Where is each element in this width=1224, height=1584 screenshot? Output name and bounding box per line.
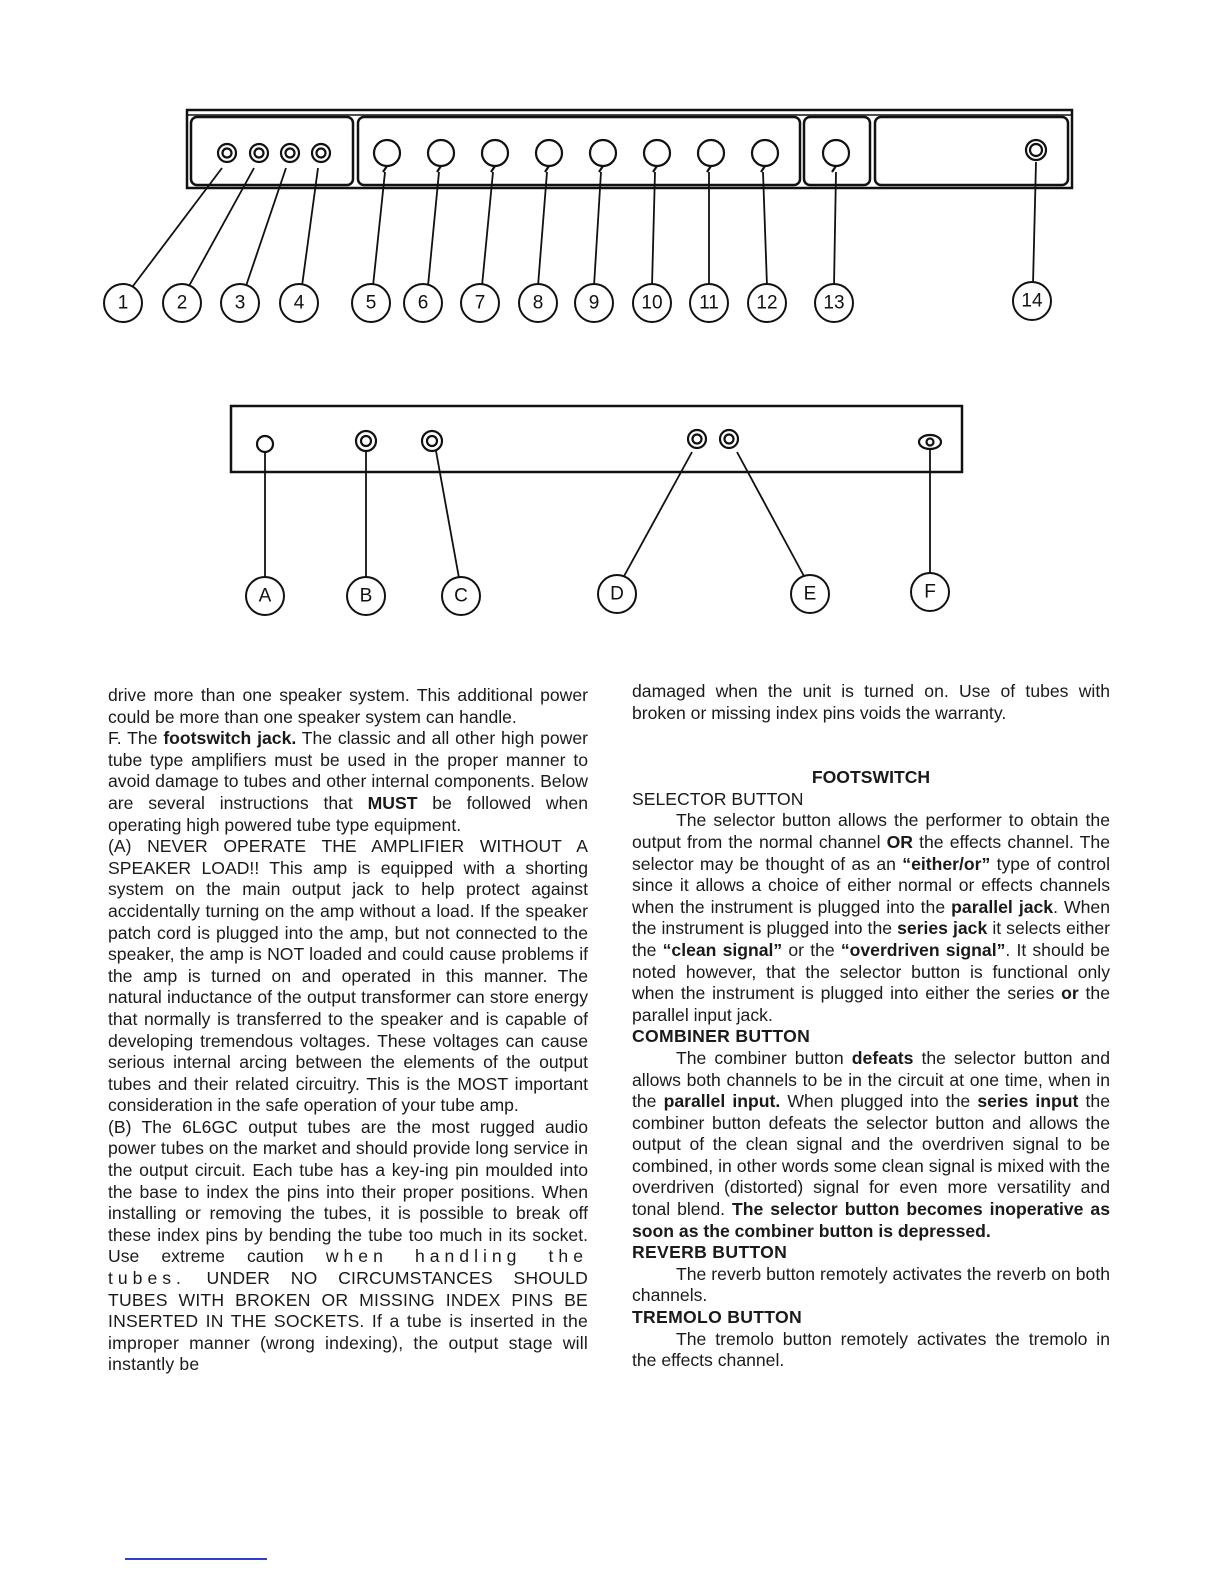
callout-5 <box>352 284 390 322</box>
callout-14 <box>1013 282 1051 320</box>
rear-panel <box>231 406 962 472</box>
knob-8 <box>536 140 562 166</box>
callout-13 <box>815 284 853 322</box>
callout-c <box>442 577 480 615</box>
svg-text:10: 10 <box>641 292 663 314</box>
paragraph-output-tubes: (B) The 6L6GC output tubes are the most rugged audio power tubes on the market and should provide long service in the output circuit. Each tube has a key-ing pin moulded into the base to index the pins into their proper positions. When installing or removing the tubes, it is possible to break off these index pins by bending the tube too much in its socket. Use extreme caution when handling the tubes. UNDER NO CIRCUMSTANCES SHOULD TUBES WITH BROKEN OR MISSING INDEX PINS BE INSERTED IN THE SOCKETS. If a tube is inserted in the improper manner (wrong indexing), the output stage will instantly be <box>108 1116 589 1375</box>
callout-8 <box>519 284 557 322</box>
svg-text:C: C <box>454 585 468 607</box>
rear-jack-e <box>720 430 738 448</box>
paragraph-selector-button: The selector button allows the performer to obtain the output from the normal channel OR the effects channel. The selector may be thought of as an “either/or” type of control since it allows a choice of either normal or effects channels when the instrument is plugged into the parallel jack. When the instrument is plugged into the series jack it selects either the “clean signal” or the “overdriven signal”. It should be noted however, that the selector button is functional only when the instrument is plugged into either the series or the parallel input jack. <box>632 810 1110 1025</box>
callout-4 <box>280 284 318 322</box>
tremolo-button-heading: TREMOLO BUTTON <box>632 1307 803 1328</box>
reverb-button-heading: REVERB BUTTON <box>632 1242 788 1263</box>
callout-b <box>347 577 385 615</box>
combiner-button-heading: COMBINER BUTTON <box>632 1026 811 1047</box>
knob-6 <box>428 140 454 166</box>
rear-jack-a <box>257 436 273 452</box>
callout-7 <box>461 284 499 322</box>
input-jacks <box>218 144 330 162</box>
callout-1 <box>104 284 142 322</box>
rear-jack-c <box>422 431 442 451</box>
panel-diagrams <box>0 0 1224 680</box>
left-text-column <box>108 685 588 1376</box>
paragraph-speaker-power: drive more than one speaker system. This additional power could be more than one speaker system can handle. <box>108 685 588 727</box>
rear-jack-d <box>688 430 706 448</box>
callout-6 <box>404 284 442 322</box>
callout-e <box>791 575 829 613</box>
svg-text:13: 13 <box>823 292 845 314</box>
callout-11 <box>690 284 728 322</box>
paragraph-footswitch-jack: F. The footswitch jack. The classic and all other high power tube type amplifiers must be used in the proper manner to avoid damage to tubes and other internal components. Below are several instructions that MUST be followed when operating high powered tube type equipment. <box>108 728 589 835</box>
paragraph-warranty: damaged when the unit is turned on. Use of tubes with broken or missing index pins voids the warranty. <box>632 681 1110 723</box>
front-callouts <box>104 282 1051 322</box>
svg-text:2: 2 <box>176 292 188 314</box>
input-jack-4 <box>312 144 330 162</box>
control-knobs <box>374 140 1046 172</box>
callout-10 <box>633 284 671 322</box>
callout-2 <box>163 284 201 322</box>
svg-text:4: 4 <box>293 292 305 314</box>
svg-text:11: 11 <box>699 292 719 314</box>
knob-13 <box>823 140 849 166</box>
knob-7 <box>482 140 508 166</box>
rear-jack-f <box>919 435 941 449</box>
input-jack-2 <box>250 144 268 162</box>
rear-callouts <box>246 573 949 615</box>
paragraph-reverb-button: The reverb button remotely activates the reverb on both channels. <box>632 1263 1110 1306</box>
svg-text:6: 6 <box>417 292 429 314</box>
must-emphasis: MUST <box>367 792 418 813</box>
svg-text:D: D <box>610 583 624 605</box>
knob-11 <box>698 140 724 166</box>
rear-leader-lines <box>265 449 930 578</box>
svg-text:8: 8 <box>532 292 544 314</box>
svg-text:E: E <box>803 583 817 605</box>
callout-f <box>911 573 949 611</box>
input-jack-3 <box>281 144 299 162</box>
paragraph-combiner-button: The combiner button defeats the selector button and allows both channels to be in the circuit at one time, when in the parallel input. When plugged into the series input the combiner button defeats the selector button and allows the output of the clean signal and the overdriven signal to be combined, in other words some clean signal is mixed with the overdriven (distorted) signal for even more versatility and tonal blend. The selector button becomes inoperative as soon as the combiner button is depressed. <box>632 1047 1110 1241</box>
svg-text:5: 5 <box>365 292 377 314</box>
knob-9 <box>590 140 616 166</box>
svg-text:F: F <box>924 581 936 603</box>
svg-text:1: 1 <box>117 292 129 314</box>
right-text-column <box>632 681 1110 1372</box>
svg-text:3: 3 <box>234 292 246 314</box>
svg-text:A: A <box>258 585 272 607</box>
rear-jacks <box>257 430 941 452</box>
svg-text:9: 9 <box>588 292 600 314</box>
svg-text:12: 12 <box>756 292 778 314</box>
callout-12 <box>748 284 786 322</box>
svg-text:14: 14 <box>1021 290 1043 312</box>
callout-a <box>246 577 284 615</box>
knob-10 <box>644 140 670 166</box>
rear-jack-b <box>356 431 376 451</box>
footer-rule <box>125 1558 267 1560</box>
footswitch-heading: FOOTSWITCH <box>811 767 931 788</box>
knob-12 <box>752 140 778 166</box>
callout-9 <box>575 284 613 322</box>
callout-d <box>598 575 636 613</box>
paragraph-tremolo-button: The tremolo button remotely activates the tremolo in the effects channel. <box>632 1328 1110 1371</box>
svg-text:7: 7 <box>474 292 486 314</box>
paragraph-speaker-load-warning: (A) NEVER OPERATE THE AMPLIFIER WITHOUT A SPEAKER LOAD!! This amp is equipped with a shorting system on the main output jack to help protect against accidentally turning on the amp without a load. If the speaker patch cord is plugged into the amp, but not connected to the speaker, the amp is NOT loaded and could cause problems if the amp is turned on and operated in this manner. The natural inductance of the output transformer can store energy that normally is transferred to the speaker and is capable of developing tremendous voltages. These voltages can cause serious internal arcing between the elements of the output tubes and their related circuitry. This is the MOST important consideration in the safe operation of your tube amp. <box>108 836 588 1116</box>
input-jack-1 <box>218 144 236 162</box>
svg-text:B: B <box>359 585 373 607</box>
footswitch-jack-term: footswitch jack. <box>163 728 297 749</box>
callout-3 <box>221 284 259 322</box>
front-leader-lines <box>133 162 1036 286</box>
knob-5 <box>374 140 400 166</box>
selector-button-heading: SELECTOR BUTTON <box>632 788 804 809</box>
